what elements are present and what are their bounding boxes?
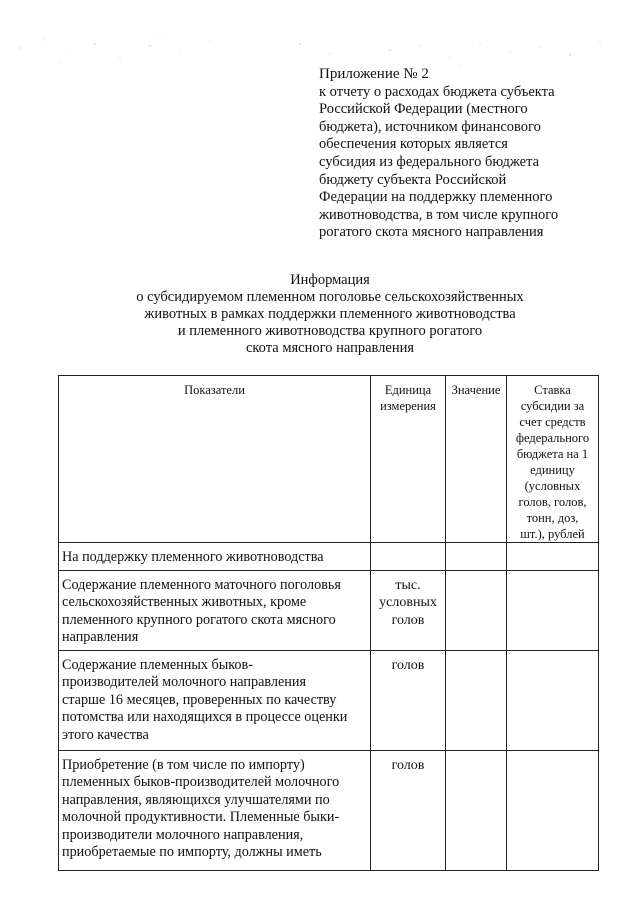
- title-line: о субсидируемом племенном поголовье сельскохозяйственных: [136, 289, 524, 305]
- table-row: [59, 750, 599, 870]
- header-indicator: Показатели: [59, 376, 371, 543]
- appendix-line: бюджета), источником финансового: [319, 118, 541, 135]
- title-line: и племенного животноводства крупного рогатого: [177, 323, 483, 339]
- appendix-line: субсидия из федерального бюджета: [319, 153, 540, 170]
- row-unit: [371, 543, 446, 571]
- appendix-line: животноводства, в том числе крупного: [319, 206, 559, 223]
- appendix-line: к отчету о расходах бюджета субъекта: [319, 83, 555, 100]
- appendix-block: [319, 66, 619, 242]
- row-value: [446, 543, 507, 571]
- row-value: [446, 650, 507, 750]
- row-value: [446, 750, 507, 870]
- table-header-row: [59, 376, 599, 543]
- table-row: [59, 650, 599, 750]
- row-value: [446, 570, 507, 650]
- row-unit: голов: [371, 750, 446, 870]
- appendix-line: Российской Федерации (местного: [319, 101, 528, 118]
- row-rate: [507, 570, 599, 650]
- row-label: Содержание племенных быков- производителей молочного направления старше 16 месяцев, проверенных по качеству потомства или находящихся в процессе оценки этого качества: [59, 650, 371, 750]
- header-unit: Единица измерения: [371, 376, 446, 543]
- row-label: Приобретение (в том числе по импорту) племенных быков-производителей молочного направления, являющихся улучшателями по молочной продуктивности. Племенные быки- производители молочного направления, приобретаемые по импорту, должны иметь: [59, 750, 371, 870]
- appendix-heading: Приложение № 2: [319, 66, 429, 82]
- header-rate: Ставка субсидии за счет средств федерального бюджета на 1 единицу (условных голов, голов, тонн, доз, шт.), рублей: [507, 376, 599, 543]
- row-label: На поддержку племенного животноводства: [59, 543, 371, 571]
- row-rate: [507, 543, 599, 571]
- indicators-table: [58, 375, 599, 871]
- title-heading: Информация: [290, 272, 370, 288]
- appendix-line: Федерации на поддержку племенного: [319, 189, 553, 206]
- appendix-line: рогатого скота мясного направления: [319, 224, 544, 241]
- title-line: скота мясного направления: [245, 340, 415, 356]
- table-row: [59, 543, 599, 571]
- row-rate: [507, 750, 599, 870]
- row-unit: голов: [371, 650, 446, 750]
- header-value: Значение: [446, 376, 507, 543]
- table-row: [59, 570, 599, 650]
- row-rate: [507, 650, 599, 750]
- document-title: [60, 272, 600, 357]
- appendix-line: обеспечения которых является: [319, 136, 508, 153]
- appendix-line: бюджету субъекта Российской: [319, 171, 507, 188]
- row-label: Содержание племенного маточного поголовья сельскохозяйственных животных, кроме племенного крупного рогатого скота мясного направления: [59, 570, 371, 650]
- row-unit: тыс. условных голов: [371, 570, 446, 650]
- title-line: животных в рамках поддержки племенного животноводства: [144, 306, 516, 322]
